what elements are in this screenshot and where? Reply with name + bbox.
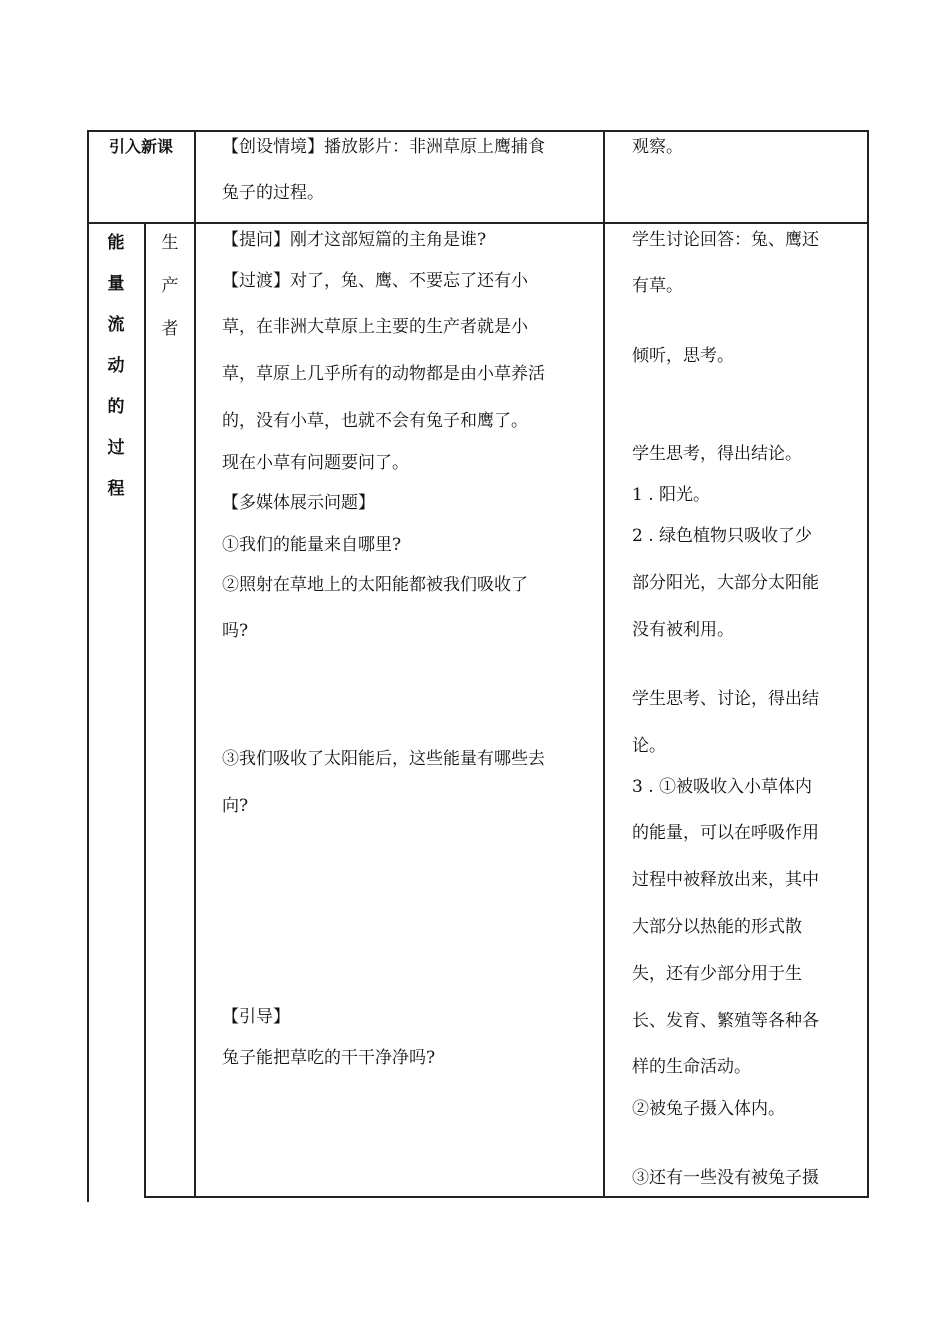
- sub-column-divider: [144, 222, 146, 1197]
- section-label-char: 流: [107, 315, 125, 335]
- student-line: 失，还有少部分用于生: [632, 964, 802, 984]
- teacher-line: 向?: [222, 796, 249, 816]
- teacher-line: 吗?: [222, 621, 249, 641]
- student-line: 长、发育、繁殖等各种各: [632, 1011, 819, 1031]
- teacher-line: 兔子能把草吃的干干净净吗?: [222, 1048, 436, 1068]
- student-line: 3 . ①被吸收入小草体内: [632, 777, 813, 797]
- teacher-line: 草，在非洲大草原上主要的生产者就是小: [222, 317, 528, 337]
- teacher-line: 【多媒体展示问题】: [222, 493, 375, 513]
- student-line: ②被兔子摄入体内。: [632, 1099, 785, 1119]
- section-label-char: 动: [107, 356, 125, 376]
- student-line: 学生思考，得出结论。: [632, 444, 802, 464]
- section-label-char: 量: [107, 274, 125, 294]
- student-line: 没有被利用。: [632, 620, 734, 640]
- section-label-char: 程: [107, 479, 125, 499]
- teacher-column-left: [194, 130, 196, 1197]
- intro-row-label: 引入新课: [108, 137, 173, 156]
- teacher-line: 【引导】: [222, 1007, 290, 1027]
- student-column-left: [603, 130, 605, 1197]
- sub-vertical-label: [146, 228, 194, 348]
- intro-student-line: 观察。: [632, 137, 683, 157]
- sub-label-char: 生: [161, 233, 179, 253]
- teacher-line: 【过渡】对了，兔、鹰、不要忘了还有小: [222, 271, 528, 291]
- intro-teacher-line: 【创设情境】播放影片：非洲草原上鹰捕食: [222, 137, 545, 157]
- teacher-line: ①我们的能量来自哪里?: [222, 535, 402, 555]
- student-line: 部分阳光，大部分太阳能: [632, 573, 819, 593]
- teacher-line: 【提问】刚才这部短篇的主角是谁?: [222, 230, 487, 250]
- student-line: 的能量，可以在呼吸作用: [632, 823, 819, 843]
- student-line: 大部分以热能的形式散: [632, 917, 802, 937]
- teacher-line: 现在小草有问题要问了。: [222, 453, 409, 473]
- student-line: ③还有一些没有被兔子摄: [632, 1168, 819, 1188]
- intro-teacher-line: 兔子的过程。: [222, 183, 324, 203]
- student-line: 学生讨论回答：兔、鹰还: [632, 230, 819, 250]
- student-line: 有草。: [632, 276, 683, 296]
- section-vertical-label: [88, 228, 144, 508]
- sub-label-char: 者: [161, 319, 179, 339]
- student-line: 样的生命活动。: [632, 1057, 751, 1077]
- section-label-char: 的: [107, 397, 125, 417]
- teacher-line: ③我们吸收了太阳能后，这些能量有哪些去: [222, 749, 545, 769]
- section-label-char: 过: [107, 438, 125, 458]
- table-top-border: [87, 130, 869, 132]
- table-bottom-border: [144, 1196, 869, 1198]
- student-line: 过程中被释放出来，其中: [632, 870, 819, 890]
- section-label-char: 能: [107, 233, 125, 253]
- student-line: 学生思考、讨论，得出结: [632, 689, 819, 709]
- sub-label-char: 产: [161, 276, 179, 296]
- table-right-border: [867, 130, 869, 1197]
- row-divider: [87, 222, 869, 224]
- teacher-line: 的，没有小草，也就不会有兔子和鹰了。: [222, 411, 528, 431]
- student-line: 论。: [632, 736, 666, 756]
- teacher-line: ②照射在草地上的太阳能都被我们吸收了: [222, 575, 528, 595]
- student-line: 倾听，思考。: [632, 346, 734, 366]
- student-line: 1 . 阳光。: [632, 485, 711, 505]
- teacher-line: 草，草原上几乎所有的动物都是由小草养活: [222, 364, 545, 384]
- student-line: 2 . 绿色植物只吸收了少: [632, 526, 813, 546]
